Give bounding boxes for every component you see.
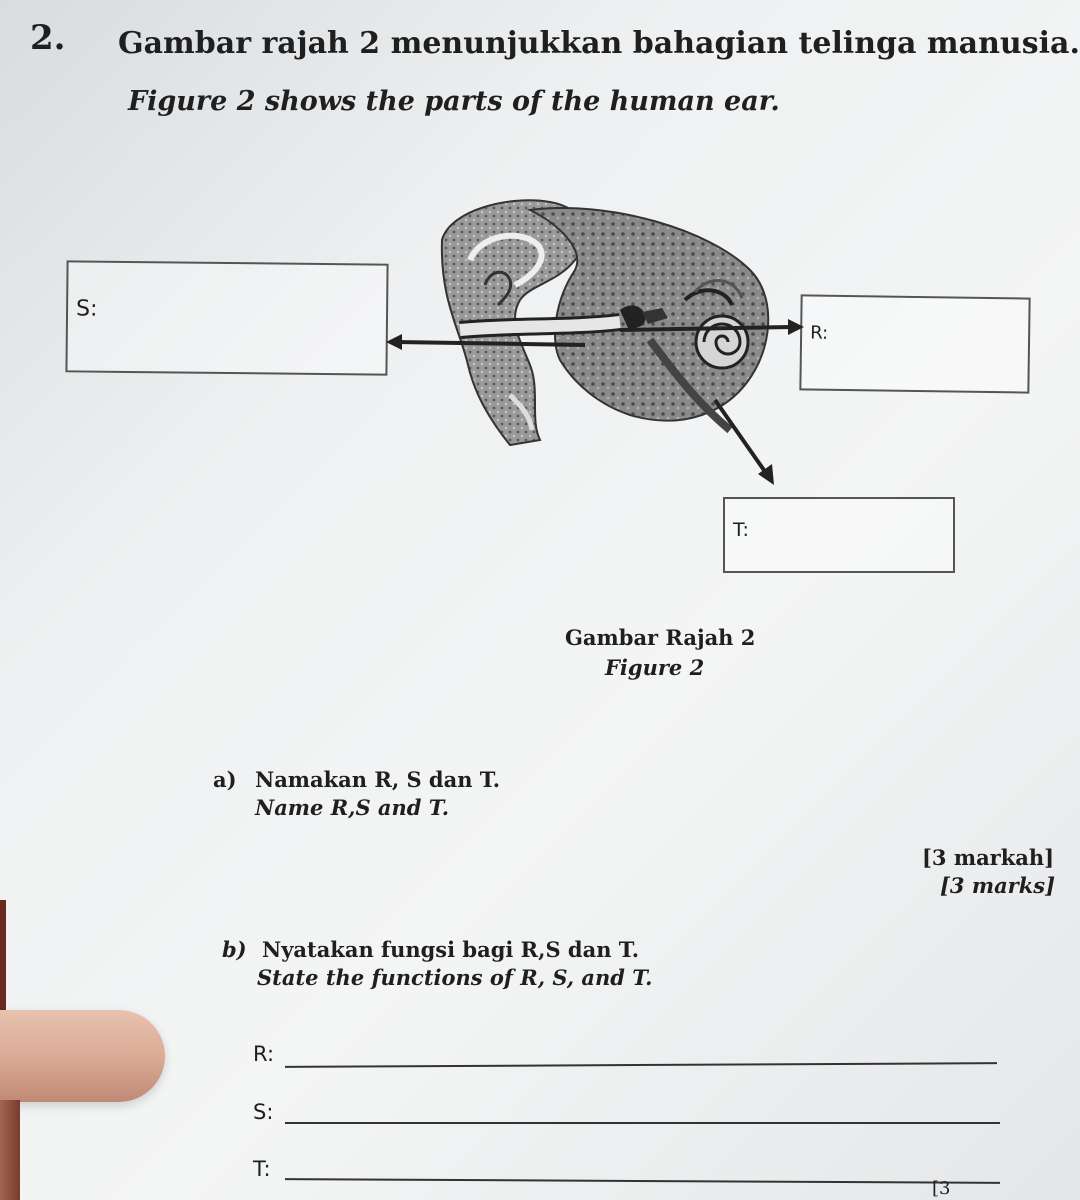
label-box-r[interactable] — [799, 294, 1030, 393]
part-a-marks-malay: [3 markah] — [922, 845, 1055, 870]
question-title-english: Figure 2 shows the parts of the human ear. — [128, 86, 780, 117]
question-number: 2. — [30, 18, 66, 58]
part-b-text-malay: Nyatakan fungsi bagi R,S dan T. — [262, 937, 640, 962]
part-b-label: b) — [222, 937, 247, 962]
answer-s-label: S: — [253, 1100, 274, 1124]
part-a-marks-english: [3 marks] — [940, 873, 1056, 898]
answer-r-label: R: — [253, 1042, 275, 1066]
part-a-label: a) — [213, 767, 237, 792]
ear-canal — [460, 322, 620, 330]
finger-holding-page — [0, 1010, 165, 1102]
answer-t-label: T: — [253, 1157, 271, 1181]
answer-s-line[interactable] — [285, 1122, 1000, 1124]
label-box-t[interactable] — [723, 497, 955, 573]
part-a-text-malay: Namakan R, S dan T. — [255, 767, 501, 792]
part-b-marks-partial: [3 — [932, 1178, 951, 1199]
hand-shadow — [0, 1100, 20, 1200]
question-title-malay: Gambar rajah 2 menunjukkan bahagian telinga manusia. — [118, 26, 1080, 61]
answer-t-line[interactable] — [285, 1178, 1000, 1184]
part-b-text-english: State the functions of R, S, and T. — [257, 965, 653, 990]
part-a-text-english: Name R,S and T. — [255, 795, 450, 820]
label-s: S: — [75, 296, 98, 322]
figure-caption-malay: Gambar Rajah 2 — [565, 625, 756, 650]
answer-r-line[interactable] — [285, 1062, 997, 1068]
human-ear-diagram — [380, 190, 810, 500]
label-box-s[interactable] — [65, 260, 388, 375]
figure-caption-english: Figure 2 — [605, 655, 705, 680]
label-r: R: — [809, 322, 829, 344]
label-t: T: — [733, 519, 749, 541]
